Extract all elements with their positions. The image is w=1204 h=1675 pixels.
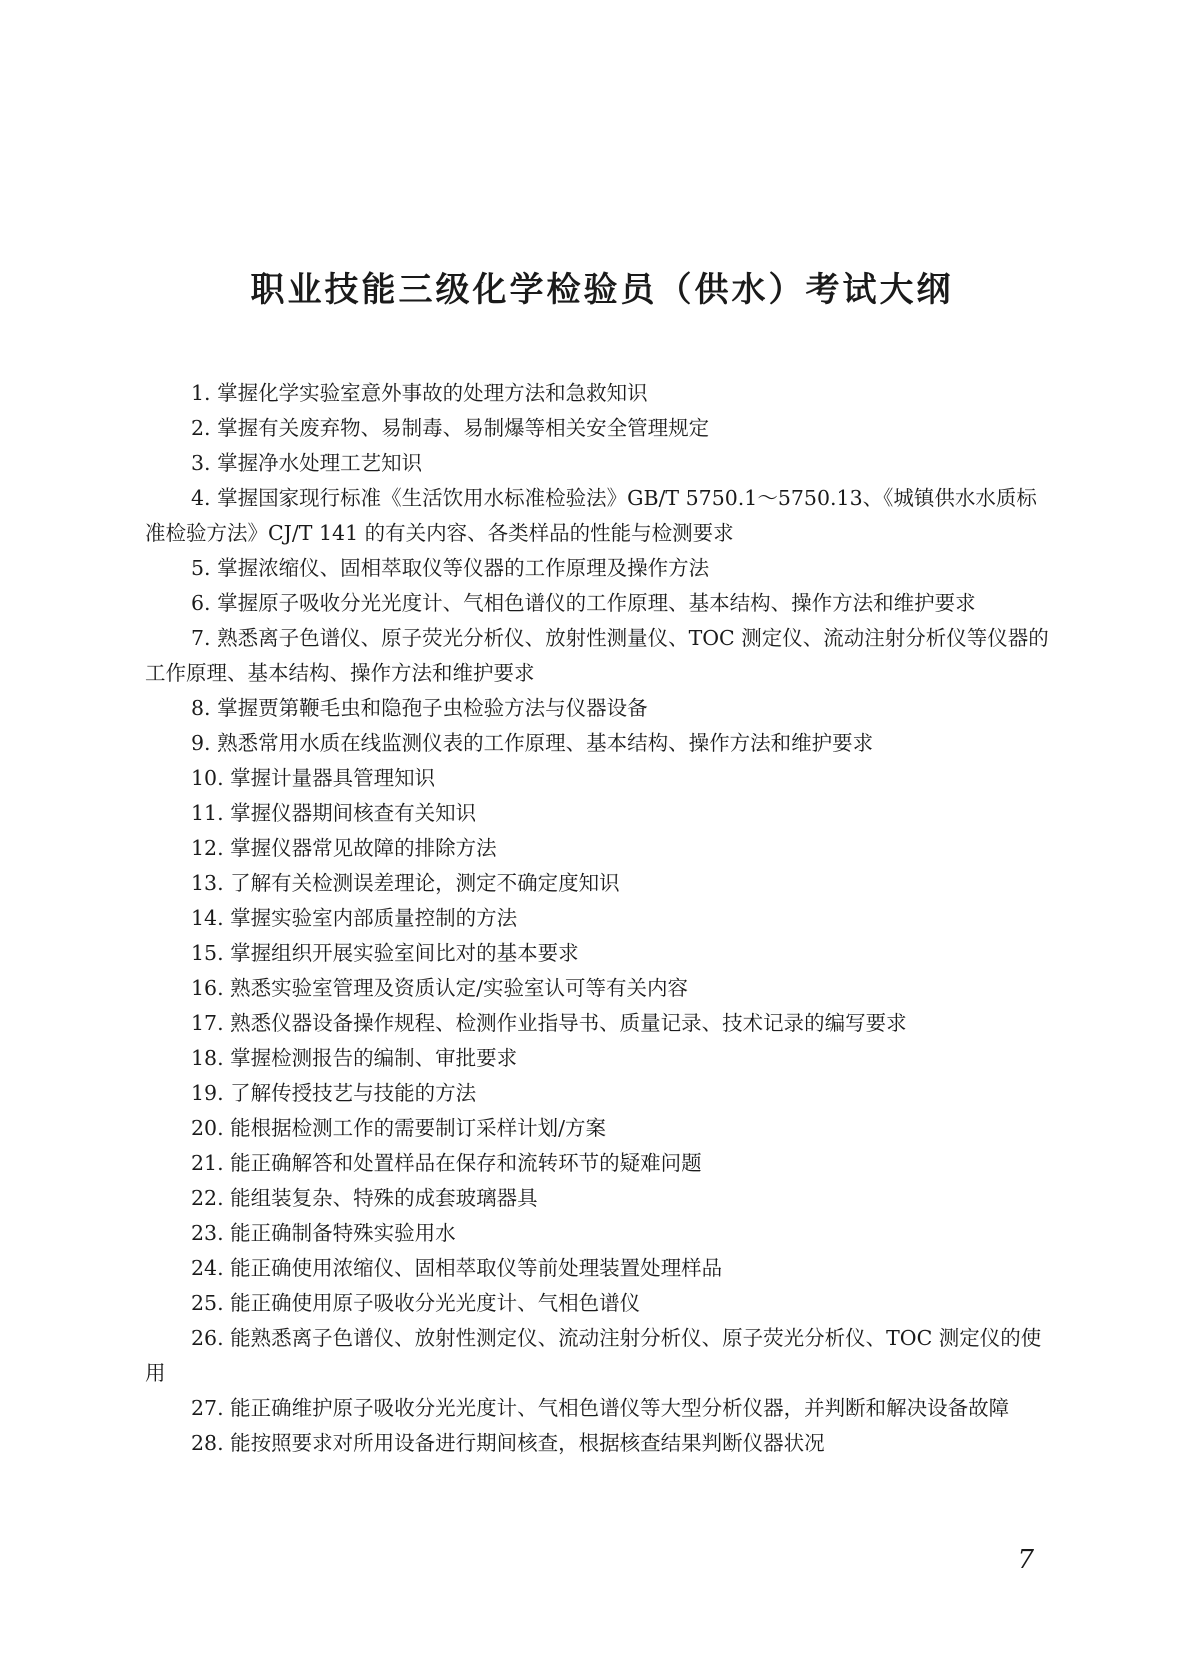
list-item: 24. 能正确使用浓缩仪、固相萃取仪等前处理装置处理样品	[191, 1256, 723, 1280]
list-item: 1. 掌握化学实验室意外事故的处理方法和急救知识	[191, 381, 648, 405]
list-item: 15. 掌握组织开展实验室间比对的基本要求	[191, 941, 579, 965]
list-item: 20. 能根据检测工作的需要制订采样计划/方案	[191, 1116, 607, 1140]
list-item: 13. 了解有关检测误差理论，测定不确定度知识	[191, 871, 620, 895]
list-item: 17. 熟悉仪器设备操作规程、检测作业指导书、质量记录、技术记录的编写要求	[191, 1011, 907, 1035]
list-item: 5. 掌握浓缩仪、固相萃取仪等仪器的工作原理及操作方法	[191, 556, 710, 580]
page-number: 7	[1017, 1545, 1034, 1575]
list-item: 3. 掌握净水处理工艺知识	[191, 451, 423, 475]
list-item: 10. 掌握计量器具管理知识	[191, 766, 436, 790]
list-item: 22. 能组装复杂、特殊的成套玻璃器具	[191, 1186, 538, 1210]
list-item: 4. 掌握国家现行标准《生活饮用水标准检验法》GB/T 5750.1～5750.13、《城镇供水水质标准检验方法》CJ/T 141 的有关内容、各类样品的性能与检测要求	[145, 486, 1037, 545]
list-item: 7. 熟悉离子色谱仪、原子荧光分析仪、放射性测量仪、TOC 测定仪、流动注射分析仪等仪器的工作原理、基本结构、操作方法和维护要求	[145, 626, 1049, 685]
list-item: 2. 掌握有关废弃物、易制毒、易制爆等相关安全管理规定	[191, 416, 710, 440]
list-item: 27. 能正确维护原子吸收分光光度计、气相色谱仪等大型分析仪器，并判断和解决设备故障	[191, 1396, 1010, 1420]
list-item: 23. 能正确制备特殊实验用水	[191, 1221, 456, 1245]
page-title: 职业技能三级化学检验员（供水）考试大纲	[250, 270, 954, 310]
list-item: 14. 掌握实验室内部质量控制的方法	[191, 906, 518, 930]
list-item: 26. 能熟悉离子色谱仪、放射性测定仪、流动注射分析仪、原子荧光分析仪、TOC 测定仪的使用	[145, 1326, 1042, 1385]
list-item: 16. 熟悉实验室管理及资质认定/实验室认可等有关内容	[191, 976, 689, 1000]
list-item: 18. 掌握检测报告的编制、审批要求	[191, 1046, 518, 1070]
list-item: 25. 能正确使用原子吸收分光光度计、气相色谱仪	[191, 1291, 641, 1315]
list-item: 9. 熟悉常用水质在线监测仪表的工作原理、基本结构、操作方法和维护要求	[191, 731, 874, 755]
list-item: 11. 掌握仪器期间核查有关知识	[191, 801, 477, 825]
syllabus-list	[145, 376, 1055, 1461]
list-item: 8. 掌握贾第鞭毛虫和隐孢子虫检验方法与仪器设备	[191, 696, 648, 720]
list-item: 19. 了解传授技艺与技能的方法	[191, 1081, 477, 1105]
list-item: 28. 能按照要求对所用设备进行期间核查，根据核查结果判断仪器状况	[191, 1431, 825, 1455]
list-item: 12. 掌握仪器常见故障的排除方法	[191, 836, 497, 860]
list-item: 21. 能正确解答和处置样品在保存和流转环节的疑难问题	[191, 1151, 702, 1175]
list-item: 6. 掌握原子吸收分光光度计、气相色谱仪的工作原理、基本结构、操作方法和维护要求	[191, 591, 976, 615]
